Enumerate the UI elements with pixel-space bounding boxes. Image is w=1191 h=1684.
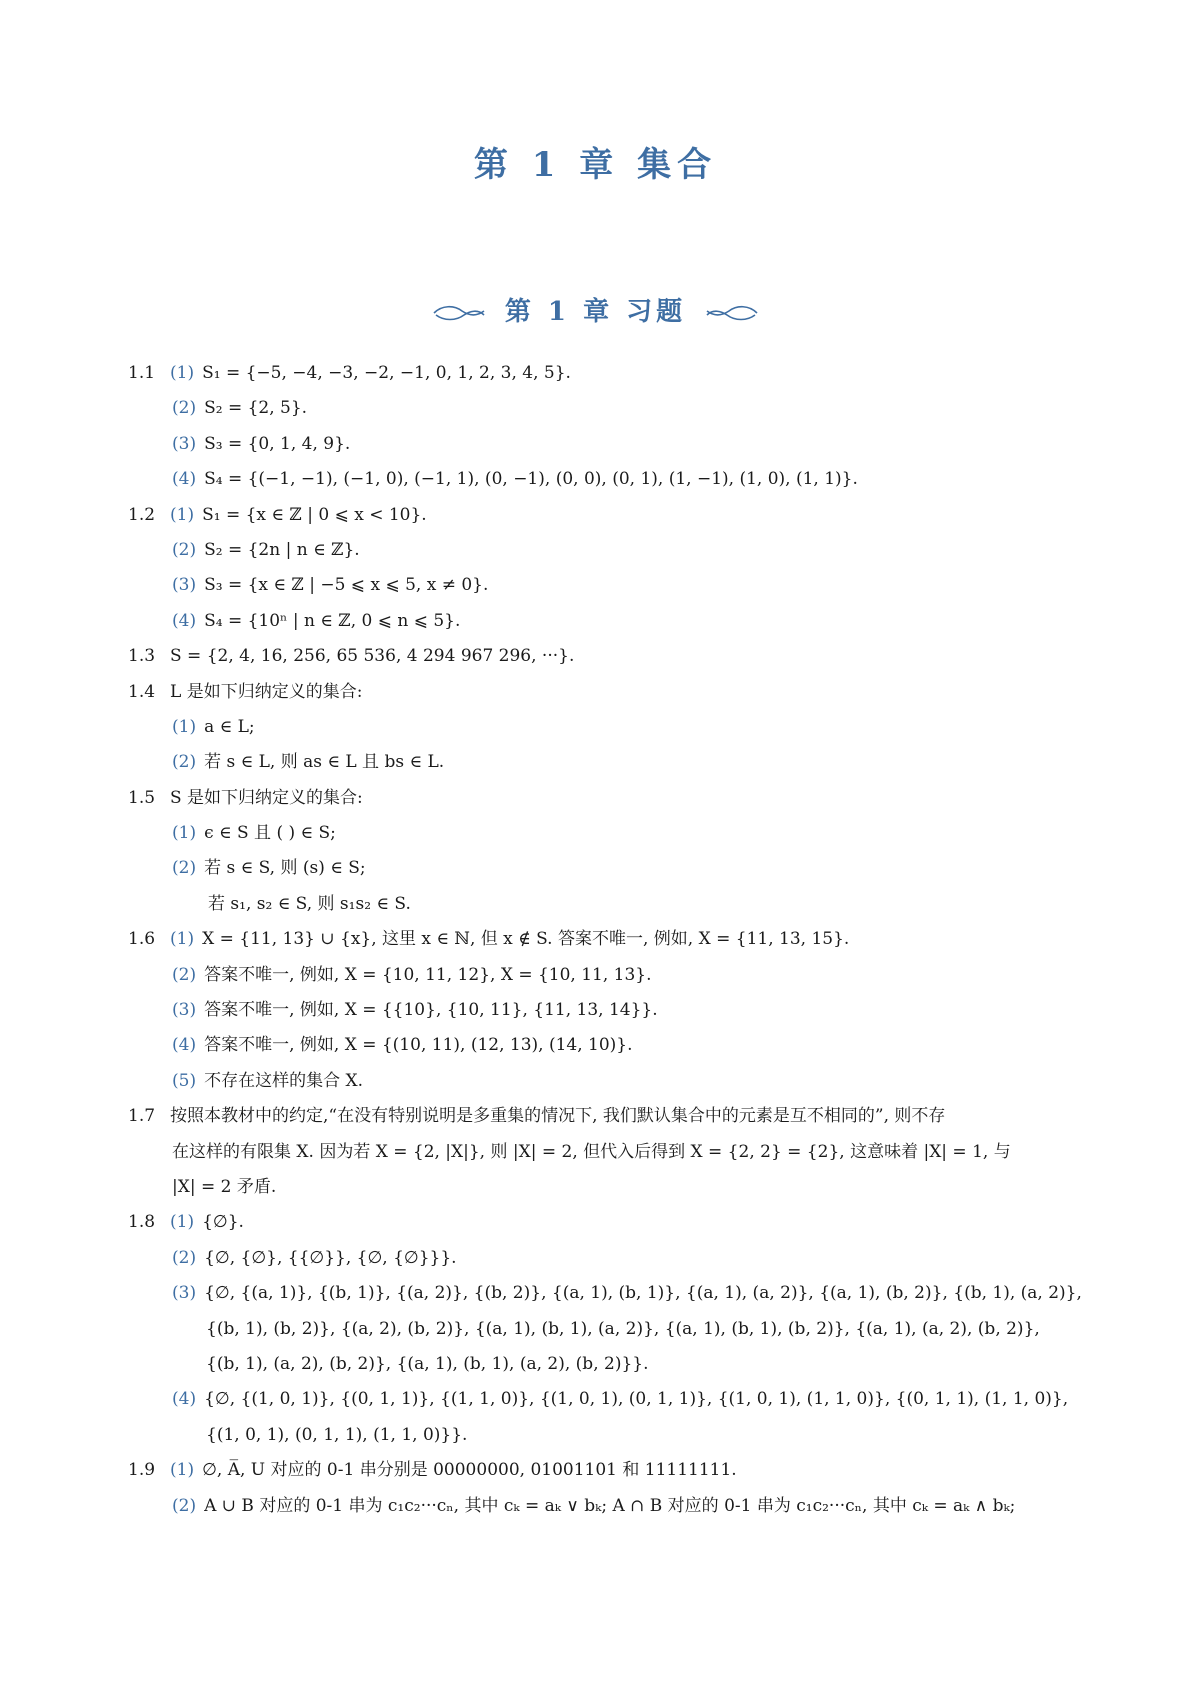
- subitem-number: (4): [172, 469, 197, 490]
- subitem-number: (5): [172, 1070, 197, 1091]
- solution-text: S₁ = {−5, −4, −3, −2, −1, 0, 1, 2, 3, 4, 5}.: [202, 363, 571, 383]
- exercise-number: 1.8: [128, 1212, 156, 1233]
- solution-text: S₄ = {10ⁿ | n ∈ ℤ, 0 ⩽ n ⩽ 5}.: [204, 610, 461, 631]
- solution-text: ϵ ∈ S 且 ( ) ∈ S;: [204, 823, 336, 844]
- solution-line: [128, 1382, 1088, 1417]
- solution-text: ∅, A̅, U 对应的 0-1 串分别是 00000000, 01001101 和 11111111.: [202, 1460, 737, 1481]
- solution-line: [128, 1170, 1088, 1205]
- solution-line: [128, 1241, 1088, 1276]
- exercise-number: 1.3: [128, 646, 156, 667]
- solution-line: [128, 1418, 1088, 1453]
- exercise-number: 1.4: [128, 681, 156, 702]
- solution-text: {∅, {(a, 1)}, {(b, 1)}, {(a, 2)}, {(b, 2)}, {(a, 1), (b, 1)}, {(a, 1), (a, 2)}, {(a, 1), (b, 2)}, {(b, 1), (a, 2)},: [204, 1283, 1082, 1304]
- solution-text: {(b, 1), (a, 2), (b, 2)}, {(a, 1), (b, 1), (a, 2), (b, 2)}}.: [206, 1353, 649, 1374]
- solution-line: [128, 639, 1088, 674]
- subitem-number: (1): [170, 1212, 195, 1233]
- exercise-number: 1.5: [128, 787, 156, 808]
- solution-line: [128, 1489, 1088, 1524]
- subitem-number: (2): [172, 539, 197, 560]
- solution-line: [128, 710, 1088, 745]
- solution-text: a ∈ L;: [204, 716, 255, 737]
- exercise-number: 1.9: [128, 1460, 156, 1481]
- solution-line: [128, 816, 1088, 851]
- solution-text: 在这样的有限集 X. 因为若 X = {2, |X|}, 则 |X| = 2, 但代入后得到 X = {2, 2} = {2}, 这意味着 |X| = 1, 与: [172, 1141, 1011, 1162]
- subitem-number: (4): [172, 610, 197, 631]
- section-title-text: 第 1 章 习题: [504, 297, 687, 327]
- solution-line: [128, 1347, 1088, 1382]
- solution-text: 若 s ∈ L, 则 as ∈ L 且 bs ∈ L.: [204, 752, 445, 773]
- solution-line: [128, 1312, 1088, 1347]
- subitem-number: (4): [172, 1389, 197, 1410]
- subitem-number: (4): [172, 1035, 197, 1056]
- section-title: [0, 292, 1191, 332]
- solution-text: |X| = 2 矛盾.: [172, 1176, 277, 1197]
- exercise-number: 1.2: [128, 504, 156, 525]
- solution-line: [128, 958, 1088, 993]
- subitem-number: (1): [170, 504, 195, 525]
- solution-text: S₁ = {x ∈ ℤ | 0 ⩽ x < 10}.: [202, 504, 427, 525]
- subitem-number: (2): [172, 858, 197, 879]
- solution-text: A ∪ B 对应的 0-1 串为 c₁c₂···cₙ, 其中 cₖ = aₖ ∨ bₖ; A ∩ B 对应的 0-1 串为 c₁c₂···cₙ, 其中 cₖ = aₖ ∧ bₖ;: [204, 1495, 1016, 1516]
- solution-text: {∅, {(1, 0, 1)}, {(0, 1, 1)}, {(1, 1, 0)}, {(1, 0, 1), (0, 1, 1)}, {(1, 0, 1), (1, 1, 0)}, {(0, 1, 1), (1, 1, 0)},: [204, 1389, 1069, 1410]
- solution-text: 若 s₁, s₂ ∈ S, 则 s₁s₂ ∈ S.: [208, 893, 411, 914]
- solution-text: S₂ = {2n | n ∈ ℤ}.: [204, 539, 360, 560]
- solution-text: S₄ = {(−1, −1), (−1, 0), (−1, 1), (0, −1), (0, 0), (0, 1), (1, −1), (1, 0), (1, 1)}.: [204, 469, 858, 490]
- solution-text: X = {11, 13} ∪ {x}, 这里 x ∈ ℕ, 但 x ∉ S. 答案不唯一, 例如, X = {11, 13, 15}.: [202, 929, 850, 950]
- solution-line: [128, 745, 1088, 780]
- subitem-number: (1): [170, 929, 195, 950]
- solution-text: L 是如下归纳定义的集合:: [170, 681, 363, 702]
- solution-line: [128, 1205, 1088, 1240]
- solution-line: [128, 1135, 1088, 1170]
- solution-line: [128, 675, 1088, 710]
- solution-line: [128, 1453, 1088, 1488]
- exercise-solutions: [128, 356, 1088, 1524]
- chapter-title: 第 1 章 集合: [473, 145, 718, 185]
- subitem-number: (3): [172, 575, 197, 596]
- left-ornament-icon: [432, 303, 486, 323]
- right-ornament-icon: [705, 303, 759, 323]
- solution-line: [128, 781, 1088, 816]
- solution-text: {(1, 0, 1), (0, 1, 1), (1, 1, 0)}}.: [206, 1424, 468, 1445]
- solution-line: [128, 851, 1088, 886]
- solution-text: {∅, {∅}, {{∅}}, {∅, {∅}}}.: [204, 1247, 457, 1268]
- solution-text: S = {2, 4, 16, 256, 65 536, 4 294 967 296, ···}.: [170, 646, 575, 667]
- solution-line: [128, 462, 1088, 497]
- subitem-number: (2): [172, 1247, 197, 1268]
- solution-text: S₂ = {2, 5}.: [204, 398, 308, 419]
- solution-line: [128, 427, 1088, 462]
- exercise-number: 1.1: [128, 363, 156, 383]
- solution-line: [128, 1064, 1088, 1099]
- subitem-number: (3): [172, 433, 197, 454]
- solution-line: [128, 533, 1088, 568]
- solution-line: [128, 391, 1088, 426]
- exercise-number: 1.6: [128, 929, 156, 950]
- subitem-number: (2): [172, 1495, 197, 1516]
- solution-text: 答案不唯一, 例如, X = {(10, 11), (12, 13), (14, 10)}.: [204, 1035, 633, 1056]
- subitem-number: (3): [172, 1000, 197, 1021]
- solution-text: {∅}.: [202, 1212, 244, 1233]
- solution-line: [128, 356, 1088, 391]
- subitem-number: (2): [172, 752, 197, 773]
- solution-line: [128, 604, 1088, 639]
- solution-text: 按照本教材中的约定,“在没有特别说明是多重集的情况下, 我们默认集合中的元素是互不相同的”, 则不存: [170, 1106, 946, 1127]
- solution-text: 若 s ∈ S, 则 (s) ∈ S;: [204, 858, 366, 879]
- solution-text: S₃ = {x ∈ ℤ | −5 ⩽ x ⩽ 5, x ≠ 0}.: [204, 575, 489, 596]
- solution-text: 不存在这样的集合 X.: [204, 1070, 364, 1091]
- subitem-number: (1): [170, 363, 195, 383]
- solution-text: 答案不唯一, 例如, X = {10, 11, 12}, X = {10, 11, 13}.: [204, 964, 652, 985]
- solution-text: S₃ = {0, 1, 4, 9}.: [204, 433, 351, 454]
- solution-line: [128, 498, 1088, 533]
- subitem-number: (1): [170, 1460, 195, 1481]
- subitem-number: (3): [172, 1283, 197, 1304]
- solution-text: S 是如下归纳定义的集合:: [170, 787, 363, 808]
- exercise-number: 1.7: [128, 1106, 156, 1127]
- subitem-number: (1): [172, 823, 197, 844]
- solution-line: [128, 1099, 1088, 1134]
- solution-line: [128, 1276, 1088, 1311]
- solution-line: [128, 568, 1088, 603]
- subitem-number: (2): [172, 964, 197, 985]
- solution-line: [128, 922, 1088, 957]
- solution-line: [128, 887, 1088, 922]
- solution-line: [128, 993, 1088, 1028]
- solution-line: [128, 1028, 1088, 1063]
- subitem-number: (1): [172, 716, 197, 737]
- solution-text: 答案不唯一, 例如, X = {{10}, {10, 11}, {11, 13, 14}}.: [204, 1000, 658, 1021]
- subitem-number: (2): [172, 398, 197, 419]
- solution-text: {(b, 1), (b, 2)}, {(a, 2), (b, 2)}, {(a, 1), (b, 1), (a, 2)}, {(a, 1), (b, 1), (b, 2)}, {(a, 1), (a, 2), (b, 2)},: [206, 1318, 1040, 1339]
